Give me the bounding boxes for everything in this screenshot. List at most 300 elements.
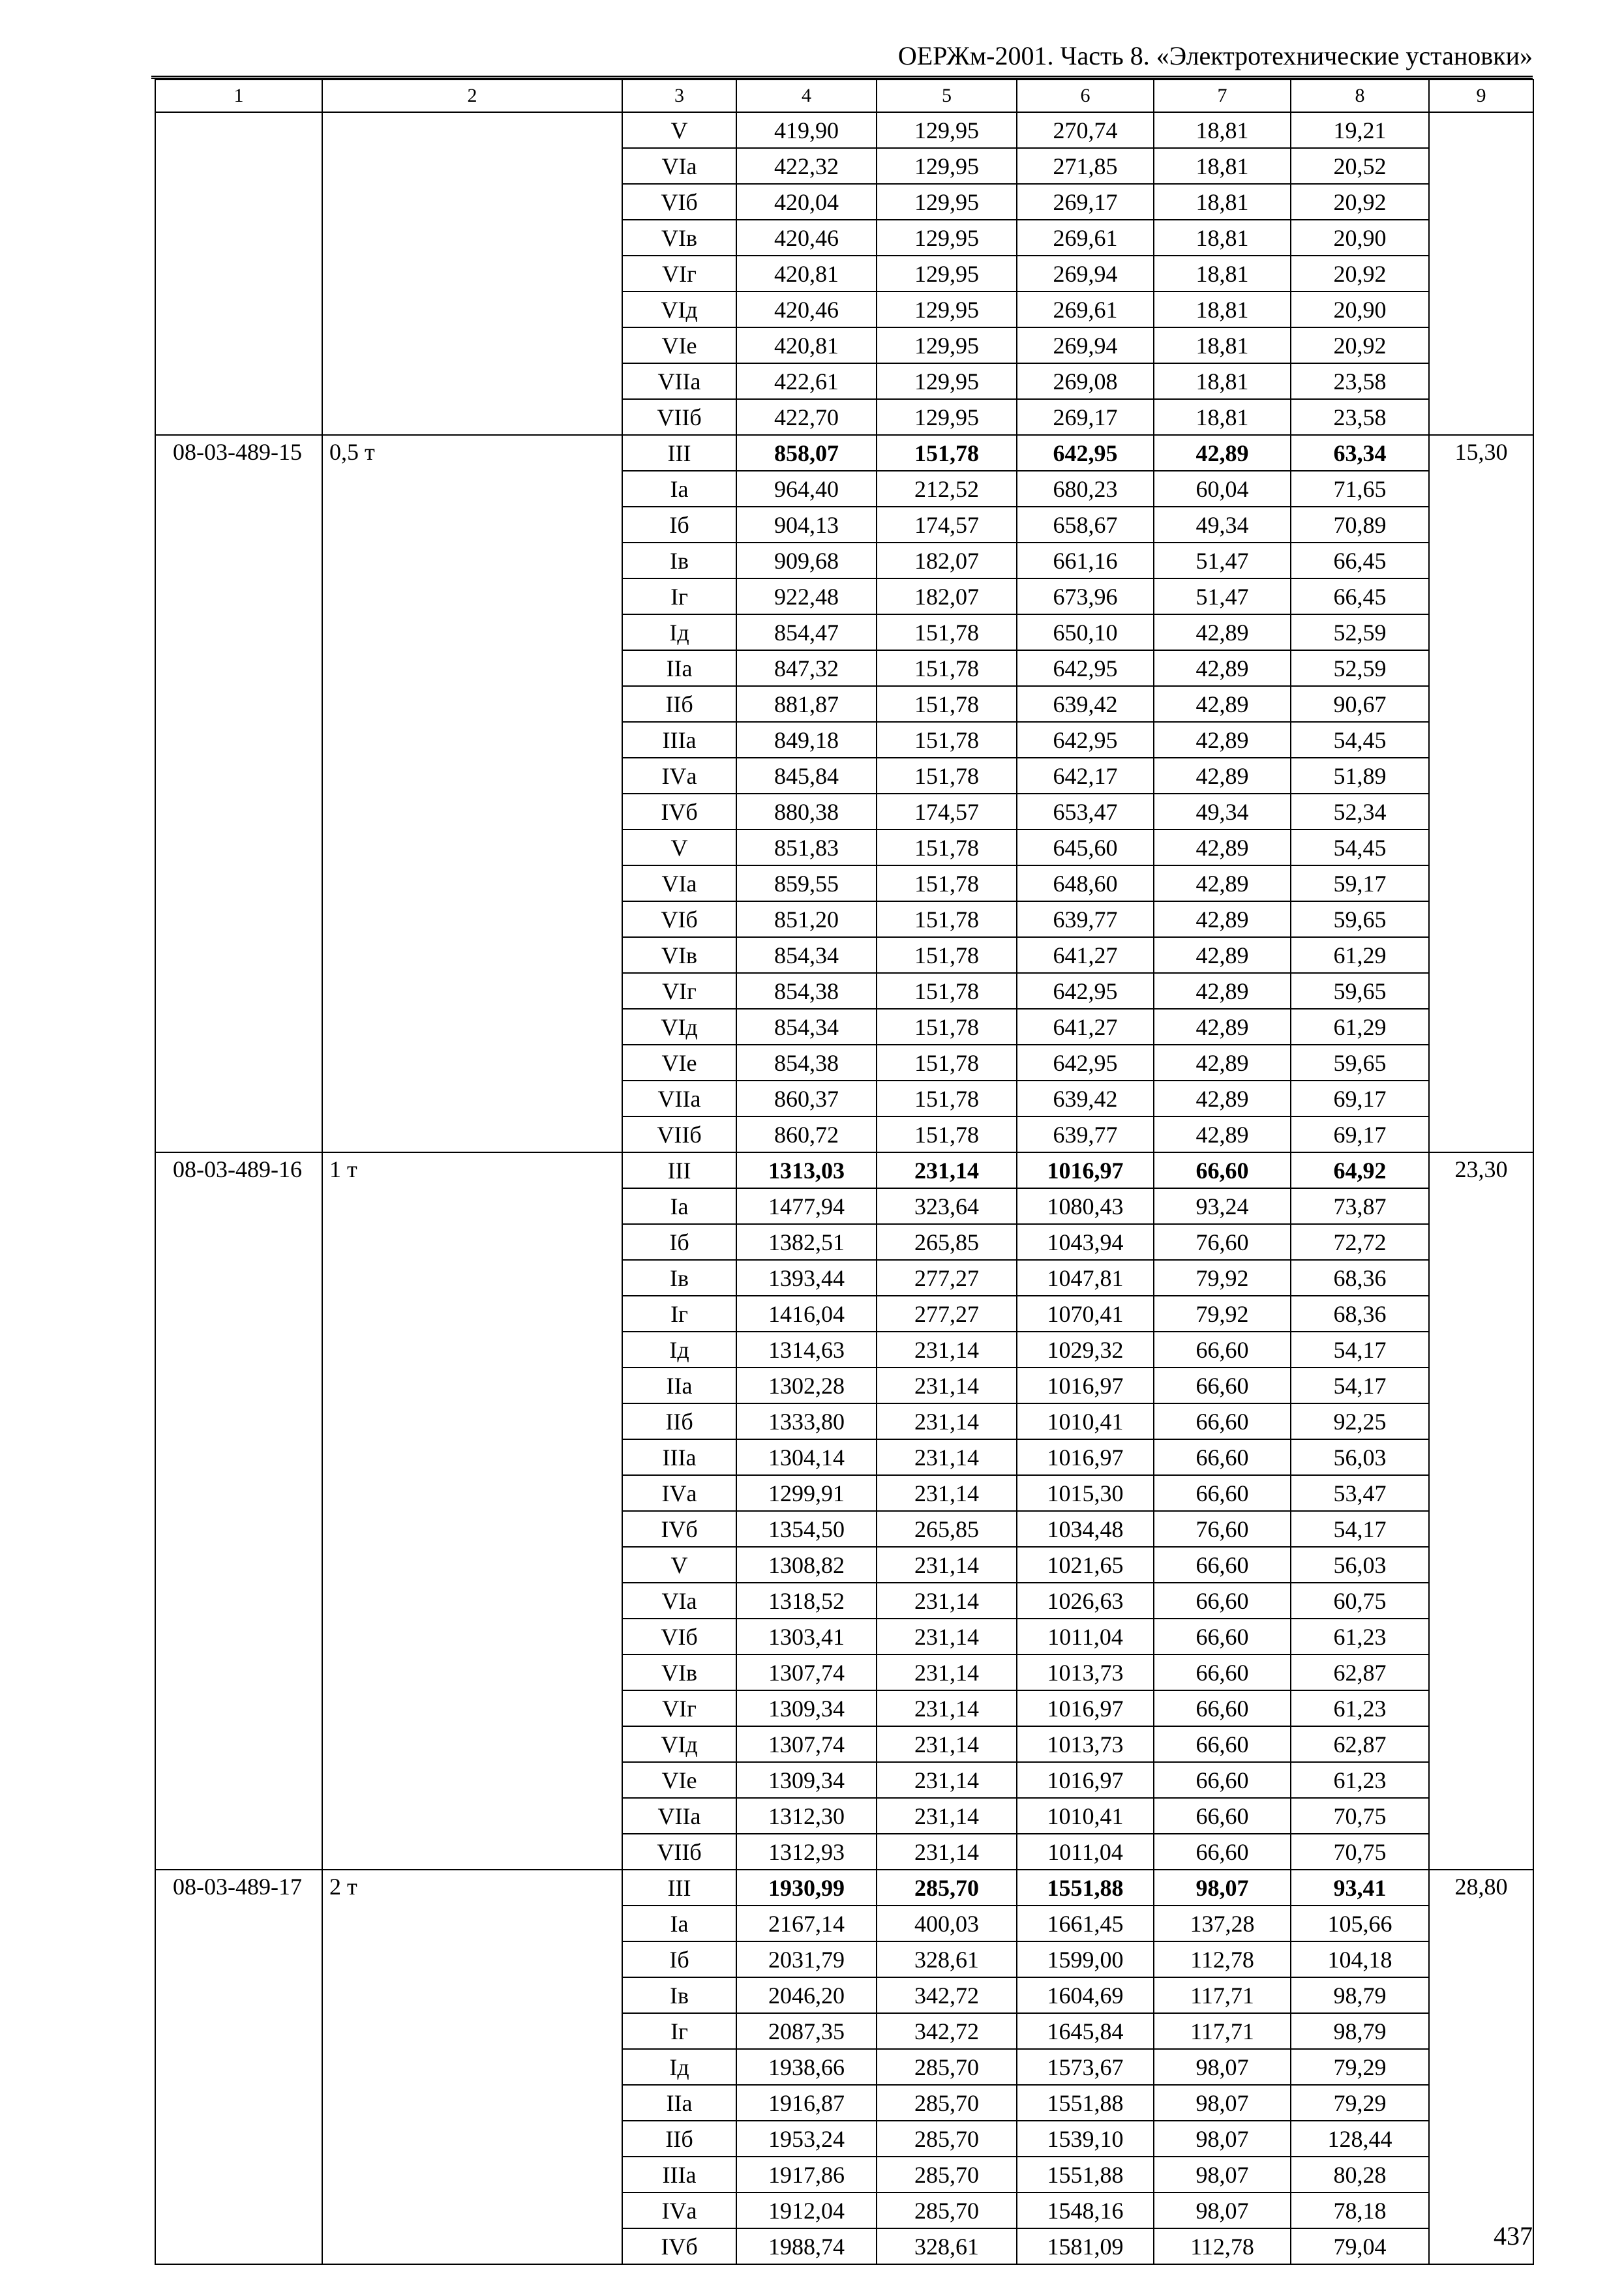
column-number: 3 (622, 80, 736, 112)
value-cell: 59,65 (1291, 901, 1429, 937)
value-cell: 881,87 (736, 686, 877, 722)
category-cell: VIIб (622, 1834, 736, 1870)
value-cell: 72,72 (1291, 1224, 1429, 1260)
value-cell: 105,66 (1291, 1906, 1429, 1941)
table-body (155, 112, 1533, 2264)
value-cell: 642,95 (1017, 435, 1154, 471)
category-cell: Iв (622, 543, 736, 578)
value-cell: 922,48 (736, 578, 877, 614)
value-cell: 277,27 (877, 1296, 1017, 1332)
value-cell: 79,92 (1154, 1296, 1291, 1332)
value-cell: 66,60 (1154, 1475, 1291, 1511)
category-cell: VIд (622, 292, 736, 327)
value-cell: 151,78 (877, 650, 1017, 686)
category-cell: Iд (622, 2049, 736, 2085)
category-cell: Iа (622, 1188, 736, 1224)
value-cell: 1988,74 (736, 2228, 877, 2264)
value-cell: 1382,51 (736, 1224, 877, 1260)
value-cell: 1016,97 (1017, 1368, 1154, 1403)
value-cell: 285,70 (877, 2049, 1017, 2085)
value-cell: 174,57 (877, 794, 1017, 830)
value-cell: 42,89 (1154, 686, 1291, 722)
value-cell: 129,95 (877, 220, 1017, 256)
value-cell: 422,61 (736, 363, 877, 399)
value-cell: 129,95 (877, 292, 1017, 327)
value-cell: 642,95 (1017, 650, 1154, 686)
value-cell: 66,60 (1154, 1798, 1291, 1834)
value-cell: 93,41 (1291, 1870, 1429, 1906)
value-cell: 661,16 (1017, 543, 1154, 578)
value-cell: 69,17 (1291, 1116, 1429, 1152)
value-cell: 1539,10 (1017, 2121, 1154, 2157)
value-cell: 420,04 (736, 184, 877, 220)
value-cell: 98,79 (1291, 1977, 1429, 2013)
value-cell: 2167,14 (736, 1906, 877, 1941)
value-cell: 79,29 (1291, 2085, 1429, 2121)
category-cell: IVб (622, 794, 736, 830)
category-cell: III (622, 1152, 736, 1188)
category-cell: IIа (622, 650, 736, 686)
value-cell: 400,03 (877, 1906, 1017, 1941)
category-cell: Iд (622, 1332, 736, 1368)
value-cell: 860,37 (736, 1081, 877, 1116)
value-cell: 1308,82 (736, 1547, 877, 1583)
value-cell: 151,78 (877, 1045, 1017, 1081)
category-cell: IIIа (622, 1439, 736, 1475)
value-cell: 1013,73 (1017, 1726, 1154, 1762)
value-cell: 54,45 (1291, 830, 1429, 865)
value-cell: 66,60 (1154, 1583, 1291, 1619)
value-cell: 231,14 (877, 1583, 1017, 1619)
value-cell: 909,68 (736, 543, 877, 578)
value-cell: 231,14 (877, 1762, 1017, 1798)
value-cell: 52,34 (1291, 794, 1429, 830)
value-cell: 20,90 (1291, 220, 1429, 256)
value-cell: 328,61 (877, 1941, 1017, 1977)
column-number: 8 (1291, 80, 1429, 112)
value-cell: 1016,97 (1017, 1762, 1154, 1798)
category-cell: VIг (622, 973, 736, 1009)
value-cell: 59,17 (1291, 865, 1429, 901)
value-cell: 71,65 (1291, 471, 1429, 507)
value-cell: 1026,63 (1017, 1583, 1154, 1619)
value-cell: 1043,94 (1017, 1224, 1154, 1260)
value-cell: 19,21 (1291, 112, 1429, 148)
value-cell: 420,81 (736, 256, 877, 292)
value-cell: 1309,34 (736, 1690, 877, 1726)
value-cell: 847,32 (736, 650, 877, 686)
value-cell: 1916,87 (736, 2085, 877, 2121)
value-cell: 62,87 (1291, 1726, 1429, 1762)
value-cell: 1477,94 (736, 1188, 877, 1224)
value-cell: 1314,63 (736, 1332, 877, 1368)
value-cell: 129,95 (877, 112, 1017, 148)
value-cell: 66,45 (1291, 543, 1429, 578)
value-cell: 69,17 (1291, 1081, 1429, 1116)
column-number: 4 (736, 80, 877, 112)
value-cell: 1021,65 (1017, 1547, 1154, 1583)
value-cell: 18,81 (1154, 363, 1291, 399)
value-cell: 212,52 (877, 471, 1017, 507)
value-cell: 129,95 (877, 363, 1017, 399)
page-number: 437 (1494, 2221, 1533, 2251)
value-cell: 1312,93 (736, 1834, 877, 1870)
item-code: 08-03-489-17 (155, 1870, 322, 2264)
value-cell: 1318,52 (736, 1583, 877, 1619)
value-cell: 880,38 (736, 794, 877, 830)
value-cell: 112,78 (1154, 2228, 1291, 2264)
value-cell: 419,90 (736, 112, 877, 148)
value-cell: 851,83 (736, 830, 877, 865)
value-cell: 1930,99 (736, 1870, 877, 1906)
value-cell: 854,34 (736, 937, 877, 973)
category-cell: VIб (622, 901, 736, 937)
category-cell: III (622, 435, 736, 471)
value-cell: 49,34 (1154, 507, 1291, 543)
table-row (155, 112, 1533, 148)
value-cell: 2046,20 (736, 1977, 877, 2013)
item-code: 08-03-489-15 (155, 435, 322, 1152)
value-cell: 1080,43 (1017, 1188, 1154, 1224)
category-cell: Iб (622, 1224, 736, 1260)
category-cell: Iв (622, 1260, 736, 1296)
value-cell: 269,17 (1017, 399, 1154, 435)
value-cell: 231,14 (877, 1654, 1017, 1690)
value-cell: 151,78 (877, 722, 1017, 758)
value-cell: 54,45 (1291, 722, 1429, 758)
value-cell: 151,78 (877, 1081, 1017, 1116)
value-cell: 20,92 (1291, 184, 1429, 220)
value-cell: 642,17 (1017, 758, 1154, 794)
value-cell: 66,60 (1154, 1834, 1291, 1870)
value-cell: 66,60 (1154, 1654, 1291, 1690)
category-cell: VIIа (622, 363, 736, 399)
category-cell: VIIб (622, 399, 736, 435)
value-cell: 98,07 (1154, 2049, 1291, 2085)
value-cell: 151,78 (877, 937, 1017, 973)
value-cell: 231,14 (877, 1726, 1017, 1762)
item-name: 0,5 т (322, 435, 622, 1152)
value-cell: 129,95 (877, 327, 1017, 363)
value-cell: 231,14 (877, 1152, 1017, 1188)
value-cell: 270,74 (1017, 112, 1154, 148)
value-cell: 98,07 (1154, 2085, 1291, 2121)
value-cell: 151,78 (877, 435, 1017, 471)
value-cell: 653,47 (1017, 794, 1154, 830)
value-cell: 1551,88 (1017, 2085, 1154, 2121)
value-cell: 104,18 (1291, 1941, 1429, 1977)
value-cell: 1661,45 (1017, 1906, 1154, 1941)
value-cell: 151,78 (877, 1116, 1017, 1152)
value-cell: 92,25 (1291, 1403, 1429, 1439)
value-cell: 1013,73 (1017, 1654, 1154, 1690)
column-number-row (155, 80, 1533, 112)
value-cell: 265,85 (877, 1511, 1017, 1547)
category-cell: VIб (622, 1619, 736, 1654)
value-cell: 285,70 (877, 1870, 1017, 1906)
value-cell: 60,04 (1154, 471, 1291, 507)
value-cell: 859,55 (736, 865, 877, 901)
category-cell: VIв (622, 937, 736, 973)
value-cell: 42,89 (1154, 1009, 1291, 1045)
value-cell: 1333,80 (736, 1403, 877, 1439)
value-cell: 52,59 (1291, 650, 1429, 686)
category-cell: VIа (622, 1583, 736, 1619)
value-cell: 1034,48 (1017, 1511, 1154, 1547)
value-cell: 1302,28 (736, 1368, 877, 1403)
value-cell: 98,07 (1154, 2157, 1291, 2192)
value-cell: 1303,41 (736, 1619, 877, 1654)
value-cell: 98,79 (1291, 2013, 1429, 2049)
value-cell: 49,34 (1154, 794, 1291, 830)
value-cell: 642,95 (1017, 973, 1154, 1009)
value-cell: 1309,34 (736, 1762, 877, 1798)
value-cell: 66,60 (1154, 1762, 1291, 1798)
value-cell: 56,03 (1291, 1439, 1429, 1475)
value-cell: 51,47 (1154, 578, 1291, 614)
value-cell: 858,07 (736, 435, 877, 471)
value-cell: 42,89 (1154, 865, 1291, 901)
item-col9: 23,30 (1429, 1152, 1533, 1870)
category-cell: Iб (622, 1941, 736, 1977)
category-cell: Iа (622, 1906, 736, 1941)
value-cell: 66,60 (1154, 1368, 1291, 1403)
header-title: ОЕРЖм-2001. Часть 8. «Электротехнические установки» (897, 41, 1533, 70)
value-cell: 68,36 (1291, 1260, 1429, 1296)
value-cell: 422,70 (736, 399, 877, 435)
value-cell: 64,92 (1291, 1152, 1429, 1188)
value-cell: 1645,84 (1017, 2013, 1154, 2049)
item-code (155, 112, 322, 435)
value-cell: 854,38 (736, 973, 877, 1009)
value-cell: 42,89 (1154, 650, 1291, 686)
value-cell: 42,89 (1154, 901, 1291, 937)
item-col9: 15,30 (1429, 435, 1533, 1152)
value-cell: 42,89 (1154, 722, 1291, 758)
value-cell: 1304,14 (736, 1439, 877, 1475)
category-cell: IVб (622, 1511, 736, 1547)
value-cell: 342,72 (877, 2013, 1017, 2049)
value-cell: 1548,16 (1017, 2192, 1154, 2228)
category-cell: VIе (622, 327, 736, 363)
value-cell: 422,32 (736, 148, 877, 184)
value-cell: 1953,24 (736, 2121, 877, 2157)
category-cell: VIг (622, 1690, 736, 1726)
item-code: 08-03-489-16 (155, 1152, 322, 1870)
value-cell: 18,81 (1154, 399, 1291, 435)
value-cell: 20,92 (1291, 256, 1429, 292)
value-cell: 98,07 (1154, 2121, 1291, 2157)
value-cell: 42,89 (1154, 758, 1291, 794)
value-cell: 1354,50 (736, 1511, 877, 1547)
category-cell: IIIа (622, 722, 736, 758)
value-cell: 174,57 (877, 507, 1017, 543)
value-cell: 269,94 (1017, 327, 1154, 363)
value-cell: 645,60 (1017, 830, 1154, 865)
value-cell: 137,28 (1154, 1906, 1291, 1941)
value-cell: 285,70 (877, 2192, 1017, 2228)
value-cell: 2031,79 (736, 1941, 877, 1977)
value-cell: 904,13 (736, 507, 877, 543)
value-cell: 61,23 (1291, 1762, 1429, 1798)
value-cell: 56,03 (1291, 1547, 1429, 1583)
value-cell: 1029,32 (1017, 1332, 1154, 1368)
category-cell: IIа (622, 2085, 736, 2121)
value-cell: 269,94 (1017, 256, 1154, 292)
value-cell: 66,60 (1154, 1726, 1291, 1762)
value-cell: 42,89 (1154, 973, 1291, 1009)
value-cell: 61,23 (1291, 1690, 1429, 1726)
value-cell: 117,71 (1154, 2013, 1291, 2049)
value-cell: 18,81 (1154, 256, 1291, 292)
value-cell: 1393,44 (736, 1260, 877, 1296)
category-cell: VIа (622, 148, 736, 184)
price-table (155, 79, 1534, 2265)
value-cell: 854,47 (736, 614, 877, 650)
value-cell: 658,67 (1017, 507, 1154, 543)
value-cell: 66,60 (1154, 1403, 1291, 1439)
value-cell: 79,29 (1291, 2049, 1429, 2085)
value-cell: 231,14 (877, 1619, 1017, 1654)
category-cell: VIб (622, 184, 736, 220)
value-cell: 129,95 (877, 399, 1017, 435)
column-number: 2 (322, 80, 622, 112)
value-cell: 231,14 (877, 1690, 1017, 1726)
value-cell: 285,70 (877, 2085, 1017, 2121)
value-cell: 849,18 (736, 722, 877, 758)
category-cell: VIд (622, 1726, 736, 1762)
column-number: 7 (1154, 80, 1291, 112)
column-number: 5 (877, 80, 1017, 112)
value-cell: 60,75 (1291, 1583, 1429, 1619)
value-cell: 1551,88 (1017, 2157, 1154, 2192)
value-cell: 42,89 (1154, 1081, 1291, 1116)
category-cell: IIб (622, 686, 736, 722)
value-cell: 70,89 (1291, 507, 1429, 543)
value-cell: 151,78 (877, 758, 1017, 794)
value-cell: 66,60 (1154, 1439, 1291, 1475)
value-cell: 231,14 (877, 1439, 1017, 1475)
category-cell: Iв (622, 1977, 736, 2013)
value-cell: 151,78 (877, 614, 1017, 650)
table-row (155, 435, 1533, 471)
category-cell: V (622, 1547, 736, 1583)
value-cell: 151,78 (877, 973, 1017, 1009)
value-cell: 51,47 (1154, 543, 1291, 578)
table-row (155, 1870, 1533, 1906)
value-cell: 76,60 (1154, 1511, 1291, 1547)
value-cell: 1016,97 (1017, 1439, 1154, 1475)
value-cell: 23,58 (1291, 363, 1429, 399)
value-cell: 117,71 (1154, 1977, 1291, 2013)
value-cell: 854,38 (736, 1045, 877, 1081)
value-cell: 151,78 (877, 865, 1017, 901)
value-cell: 66,60 (1154, 1619, 1291, 1654)
value-cell: 129,95 (877, 184, 1017, 220)
page-header (151, 37, 1533, 79)
value-cell: 642,95 (1017, 722, 1154, 758)
value-cell: 66,60 (1154, 1690, 1291, 1726)
value-cell: 54,17 (1291, 1368, 1429, 1403)
value-cell: 18,81 (1154, 148, 1291, 184)
value-cell: 1313,03 (736, 1152, 877, 1188)
value-cell: 1015,30 (1017, 1475, 1154, 1511)
value-cell: 98,07 (1154, 2192, 1291, 2228)
value-cell: 269,17 (1017, 184, 1154, 220)
value-cell: 151,78 (877, 1009, 1017, 1045)
value-cell: 112,78 (1154, 1941, 1291, 1977)
value-cell: 1604,69 (1017, 1977, 1154, 2013)
value-cell: 323,64 (877, 1188, 1017, 1224)
value-cell: 61,29 (1291, 937, 1429, 973)
category-cell: Iг (622, 578, 736, 614)
category-cell: III (622, 1870, 736, 1906)
value-cell: 420,46 (736, 220, 877, 256)
value-cell: 80,28 (1291, 2157, 1429, 2192)
value-cell: 42,89 (1154, 937, 1291, 973)
category-cell: V (622, 112, 736, 148)
value-cell: 642,95 (1017, 1045, 1154, 1081)
category-cell: IIб (622, 1403, 736, 1439)
category-cell: IIа (622, 1368, 736, 1403)
value-cell: 42,89 (1154, 1045, 1291, 1081)
value-cell: 182,07 (877, 578, 1017, 614)
value-cell: 182,07 (877, 543, 1017, 578)
category-cell: IVа (622, 1475, 736, 1511)
category-cell: IVб (622, 2228, 736, 2264)
value-cell: 128,44 (1291, 2121, 1429, 2157)
value-cell: 1016,97 (1017, 1152, 1154, 1188)
value-cell: 673,96 (1017, 578, 1154, 614)
value-cell: 62,87 (1291, 1654, 1429, 1690)
value-cell: 1938,66 (736, 2049, 877, 2085)
value-cell: 1011,04 (1017, 1834, 1154, 1870)
value-cell: 1010,41 (1017, 1798, 1154, 1834)
value-cell: 70,75 (1291, 1834, 1429, 1870)
category-cell: VIе (622, 1762, 736, 1798)
value-cell: 1299,91 (736, 1475, 877, 1511)
value-cell: 66,60 (1154, 1547, 1291, 1583)
value-cell: 93,24 (1154, 1188, 1291, 1224)
category-cell: VIв (622, 220, 736, 256)
value-cell: 151,78 (877, 830, 1017, 865)
value-cell: 18,81 (1154, 184, 1291, 220)
value-cell: 18,81 (1154, 292, 1291, 327)
value-cell: 641,27 (1017, 1009, 1154, 1045)
value-cell: 78,18 (1291, 2192, 1429, 2228)
category-cell: VIа (622, 865, 736, 901)
value-cell: 854,34 (736, 1009, 877, 1045)
value-cell: 648,60 (1017, 865, 1154, 901)
value-cell: 76,60 (1154, 1224, 1291, 1260)
value-cell: 328,61 (877, 2228, 1017, 2264)
value-cell: 20,52 (1291, 148, 1429, 184)
category-cell: VIг (622, 256, 736, 292)
value-cell: 1070,41 (1017, 1296, 1154, 1332)
category-cell: Iб (622, 507, 736, 543)
value-cell: 1010,41 (1017, 1403, 1154, 1439)
value-cell: 1016,97 (1017, 1690, 1154, 1726)
value-cell: 231,14 (877, 1547, 1017, 1583)
value-cell: 79,04 (1291, 2228, 1429, 2264)
category-cell: Iг (622, 1296, 736, 1332)
value-cell: 285,70 (877, 2157, 1017, 2192)
category-cell: Iг (622, 2013, 736, 2049)
value-cell: 420,46 (736, 292, 877, 327)
value-cell: 129,95 (877, 148, 1017, 184)
value-cell: 1416,04 (736, 1296, 877, 1332)
value-cell: 1312,30 (736, 1798, 877, 1834)
